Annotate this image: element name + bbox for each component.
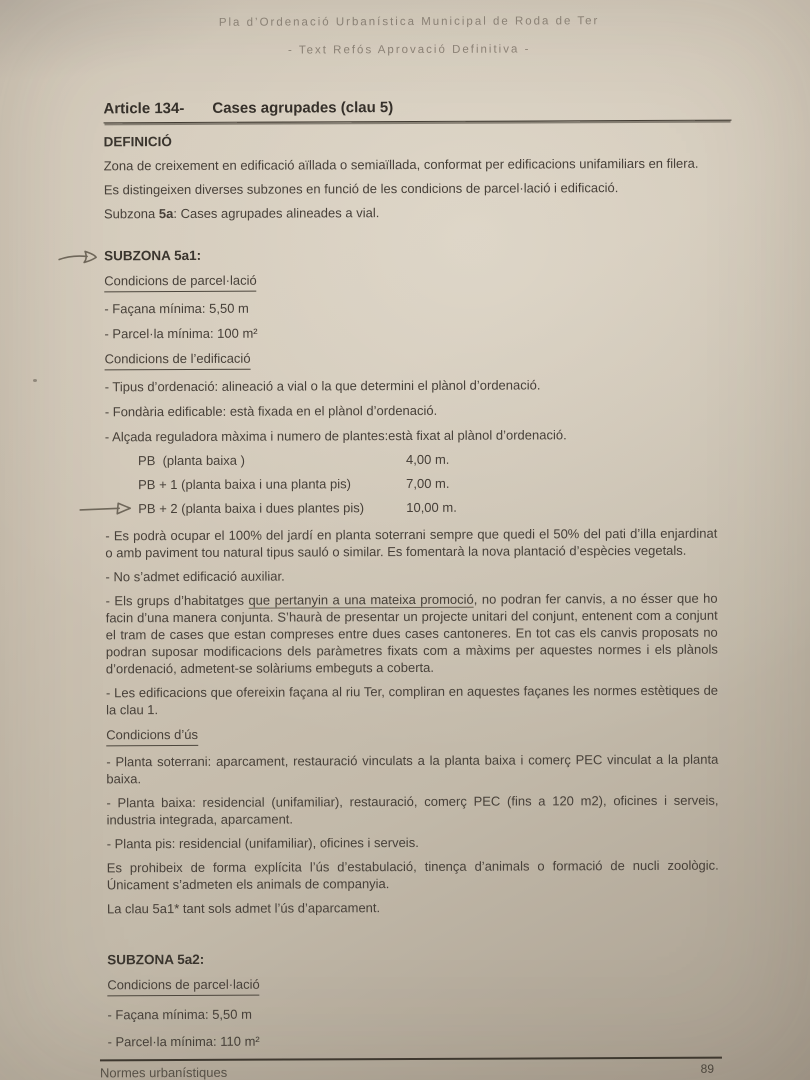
- subzona-5a1-heading: [104, 245, 716, 265]
- auxiliar-paragraph: - No s’admet edificació auxiliar.: [105, 568, 285, 585]
- us-heading-5a1: Condicions d’ús: [106, 724, 718, 747]
- subzona-5a1-label: SUBZONA 5a1:: [104, 247, 202, 264]
- table-row: [105, 470, 717, 497]
- table-row: [105, 494, 717, 521]
- article-number: Article 134-: [103, 99, 185, 118]
- edificacio-heading-5a1: Condicions de l’edificació: [105, 348, 717, 371]
- subzona-5a-line: [104, 203, 716, 223]
- table-row: [105, 446, 717, 473]
- heights-table: [105, 446, 717, 521]
- page-content: [103, 0, 720, 1050]
- height-row-value: 7,00 m.: [406, 475, 450, 491]
- height-row-label: PB + 1 (planta baixa i una planta pis): [138, 475, 351, 492]
- subzona-5a-key: 5a: [158, 206, 174, 222]
- definicio-paragraph: Es distingeixen diverses subzones en funció de les condicions de parcel·lació i edificació.: [103, 180, 619, 198]
- height-row-value: 10,00 m.: [406, 499, 457, 515]
- height-row-value: 4,00 m.: [405, 451, 450, 467]
- page-number: 89: [700, 1061, 715, 1076]
- subzona-5a2-heading: [107, 949, 719, 969]
- edificacio-item: - Tipus d’ordenació: alineació a vial o la que determini el plànol d’ordenació.: [104, 377, 541, 395]
- article-heading: [103, 98, 731, 124]
- paper-speck: [33, 379, 37, 382]
- pencil-arrow-icon: [79, 500, 135, 516]
- parcellacio-item: - Façana mínima: 5,50 m: [104, 300, 249, 317]
- definicio-heading: DEFINICIÓ: [103, 134, 172, 150]
- parcellacio-item: - Parcel·la mínima: 110 m²: [107, 1033, 260, 1050]
- pencil-arrow-icon: [58, 248, 100, 266]
- document-subtitle: - Text Refós Aprovació Definitiva -: [288, 43, 531, 57]
- footer-label: Normes urbanístiques: [99, 1064, 228, 1080]
- ocupacio-paragraph: - Es podrà ocupar el 100% del jardí en planta soterrani sempre que quedi el 50% del pati d’illa enjardinat o amb paviment tou natural tipus sauló o similar. Es fomentarà la nova plantació d’espècies vegetals.: [105, 525, 718, 561]
- us-item: - Planta pis: residencial (unifamiliar), oficines i serveis.: [106, 834, 419, 852]
- parcellacio-heading-5a1: Condicions de parcel·lació: [104, 270, 716, 293]
- parcellacio-heading-5a2: Condicions de parcel·lació: [107, 974, 719, 997]
- facana-riu-paragraph: - Les edificacions que ofereixin façana al riu Ter, compliran en aquestes façanes les normes estètiques de la clau 1.: [105, 682, 719, 718]
- definicio-paragraph: Zona de creixement en edificació aïllada o semiaïllada, conformat per edificacions unifamiliars en filera.: [103, 155, 699, 174]
- prohibicio-paragraph: Es prohibeix de forma explícita l’ús d’estabulació, tinença d’animals o formació de nucli zoològic. Únicament s’admeten els animals de companyia.: [106, 857, 719, 893]
- grups-paragraph: - Els grups d’habitatges que pertanyin a una mateixa promoció, no podran fer canvis, a no ésser que ho facin d’una manera conjunta. S’haurà de presentar un projecte unitari del conjunt, entenent com a conjunt el tram de cases que estan compreses entre dues cases cantoneres. En tot cas els canvis proposats no podran suposar modificacions dels paràmetres fixats com a màxims per aquestes normes i els plànols d’ordenació, admetent-se solàriums embeguts a coberta.: [105, 590, 718, 677]
- pencil-underline-annotation: que pertanyin a una mateixa promoció: [248, 591, 474, 608]
- us-item: - Planta baixa: residencial (unifamiliar), restauració, comerç PEC (fins a 120 m2), oficines i serveis, industria integrada, aparcament.: [106, 792, 719, 828]
- parcellacio-item: - Parcel·la mínima: 100 m²: [104, 325, 258, 342]
- height-row-label: PB (planta baixa ): [137, 452, 245, 468]
- us-item: - Planta soterrani: aparcament, restauració vinculats a la planta baixa i comerç PEC vinculat a la planta baixa.: [106, 751, 719, 787]
- document-title: Pla d’Ordenació Urbanística Municipal de Roda de Ter: [218, 15, 600, 29]
- subzona-5a2-label: SUBZONA 5a2:: [107, 951, 205, 968]
- edificacio-item: - Alçada reguladora màxima i numero de plantes:està fixat al plànol d’ordenació.: [104, 427, 567, 445]
- clau-5a1-paragraph: La clau 5a1* tant sols admet l’ús d’aparcament.: [106, 900, 381, 917]
- subzona-5a-suffix: : Cases agrupades alineades a vial.: [173, 205, 380, 222]
- parcellacio-item: - Façana mínima: 5,50 m: [107, 1006, 252, 1023]
- edificacio-item: - Fondària edificable: està fixada en el plànol d’ordenació.: [104, 402, 438, 420]
- subzona-5a-prefix: Subzona: [103, 206, 159, 222]
- document-header: [103, 0, 715, 60]
- height-row-label: PB + 2 (planta baixa i dues plantes pis): [138, 499, 365, 516]
- page-footer: [100, 1057, 722, 1080]
- article-title: Cases agrupades (clau 5): [212, 99, 394, 117]
